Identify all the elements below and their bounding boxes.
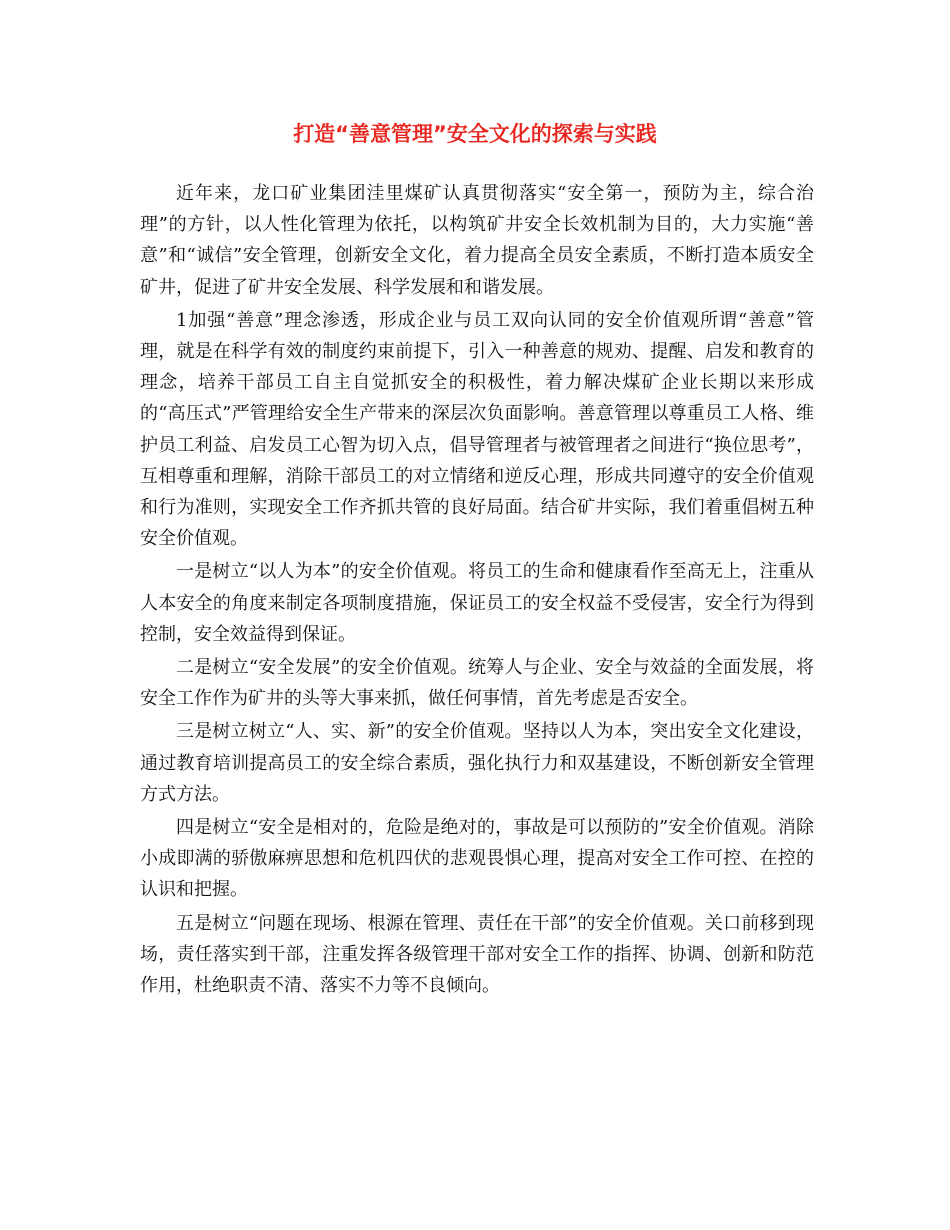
paragraph-intro: 近年来，龙口矿业集团洼里煤矿认真贯彻落实“安全第一，预防为主，综合治理”的方针，以人性化管理为依托，以构筑矿井安全长效机制为目的，大力实施“善意”和“诚信”安全管理，创新安全文化，着力提高全员安全素质，不断打造本质安全矿井，促进了矿井安全发展、科学发展和和谐发展。 bbox=[140, 183, 814, 298]
paragraph-value-1: 一是树立“以人为本”的安全价值观。将员工的生命和健康看作至高无上，注重从人本安全的角度来制定各项制度措施，保证员工的安全权益不受侵害，安全行为得到控制，安全效益得到保证。 bbox=[140, 561, 814, 645]
document-body bbox=[140, 178, 814, 1003]
paragraph-value-2: 二是树立“安全发展”的安全价值观。统筹人与企业、安全与效益的全面发展，将安全工作作为矿井的头等大事来抓，做任何事情，首先考虑是否安全。 bbox=[140, 657, 814, 710]
paragraph-value-3: 三是树立树立“人、实、新”的安全价值观。坚持以人为本，突出安全文化建设，通过教育培训提高员工的安全综合素质，强化执行力和双基建设，不断创新安全管理方式方法。 bbox=[140, 721, 814, 805]
paragraph-value-4: 四是树立“安全是相对的，危险是绝对的，事故是可以预防的”安全价值观。消除小成即满的骄傲麻痹思想和危机四伏的悲观畏惧心理，提高对安全工作可控、在控的认识和把握。 bbox=[140, 817, 814, 901]
paragraph-value-5: 五是树立“问题在现场、根源在管理、责任在干部”的安全价值观。关口前移到现场，责任落实到干部，注重发挥各级管理干部对安全工作的指挥、协调、创新和防范作用，杜绝职责不清、落实不力等不良倾向。 bbox=[140, 912, 814, 997]
paragraph-section-1: 1加强“善意”理念渗透，形成企业与员工双向认同的安全价值观所谓“善意”管理，就是在科学有效的制度约束前提下，引入一种善意的规劝、提醒、启发和教育的理念，培养干部员工自主自觉抓安全的积极性，着力解决煤矿企业长期以来形成的“高压式”严管理给安全生产带来的深层次负面影响。善意管理以尊重员工人格、维护员工利益、启发员工心智为切入点，倡导管理者与被管理者之间进行“换位思考”，互相尊重和理解，消除干部员工的对立情绪和逆反心理，形成共同遵守的安全价值观和行为准则，实现安全工作齐抓共管的良好局面。结合矿井实际，我们着重倡树五种安全价值观。 bbox=[140, 309, 814, 550]
document-title: 打造“善意管理”安全文化的探索与实践 bbox=[293, 122, 657, 146]
